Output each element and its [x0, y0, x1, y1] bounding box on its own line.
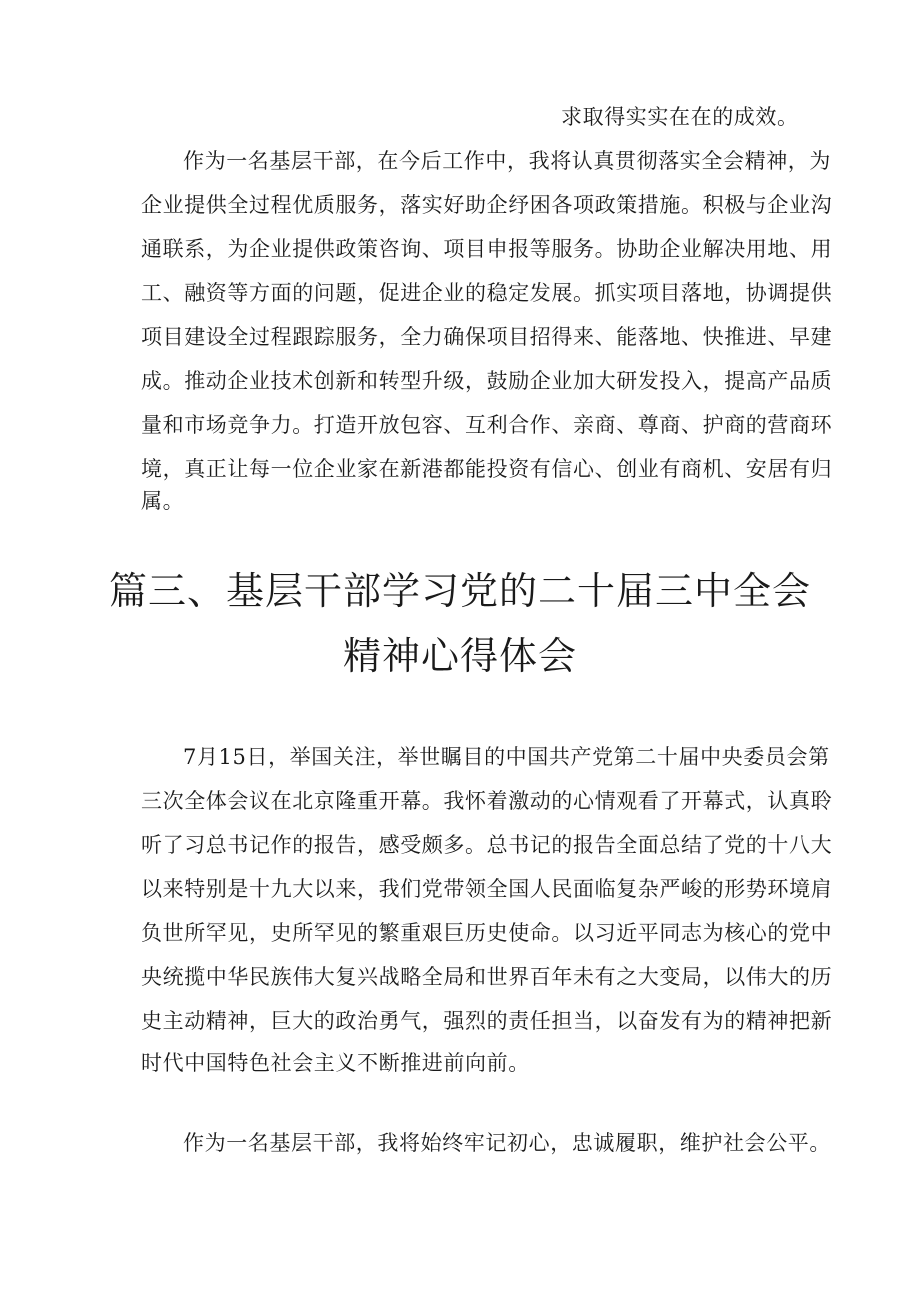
paragraph-1-line: 企业提供全过程优质服务，落实好助企纾困各项政策措施。积极与企业沟 [141, 193, 833, 217]
paragraph-1-line: 工、融资等方面的问题，促进企业的稳定发展。抓实项目落地，协调提供 [141, 281, 833, 305]
paragraph-2-line: 7月15日，举国关注，举世瞩目的中国共产党第二十届中央委员会第 [183, 745, 830, 769]
paragraph-2-line: 央统揽中华民族伟大复兴战略全局和世界百年未有之大变局，以伟大的历 [141, 965, 833, 989]
paragraph-1-line: 通联系，为企业提供政策咨询、项目申报等服务。协助企业解决用地、用 [141, 237, 833, 261]
paragraph-2-line: 三次全体会议在北京隆重开幕。我怀着激动的心情观看了开幕式，认真聆 [141, 789, 833, 813]
section-heading-line-2: 精神心得体会 [342, 634, 577, 678]
paragraph-1-line: 属。 [141, 489, 185, 513]
paragraph-1-line: 成。推动企业技术创新和转型升级，鼓励企业加大研发投入，提高产品质 [141, 369, 833, 393]
paragraph-1-line: 量和市场竞争力。打造开放包容、互利合作、亲商、尊商、护商的营商环 [141, 413, 833, 437]
paragraph-1-line: 境，真正让每一位企业家在新港都能投资有信心、创业有商机、安居有归 [141, 457, 833, 481]
paragraph-2-line: 负世所罕见，史所罕见的繁重艰巨历史使命。以习近平同志为核心的党中 [141, 921, 833, 945]
paragraph-1-line: 作为一名基层干部，在今后工作中，我将认真贯彻落实全会精神，为 [183, 149, 831, 173]
paragraph-1-line: 项目建设全过程跟踪服务，全力确保项目招得来、能落地、快推进、早建 [141, 325, 833, 349]
continuation-line: 求取得实实在在的成效。 [561, 105, 799, 129]
paragraph-3-line: 作为一名基层干部，我将始终牢记初心，忠诚履职，维护社会公平。 [183, 1131, 831, 1155]
section-heading-line-1: 篇三、基层干部学习党的二十届三中全会 [108, 569, 811, 613]
paragraph-2-line: 史主动精神，巨大的政治勇气，强烈的责任担当，以奋发有为的精神把新 [141, 1009, 833, 1033]
paragraph-2-line: 时代中国特色社会主义不断推进前向前。 [141, 1051, 530, 1075]
paragraph-2-line: 以来特别是十九大以来，我们党带领全国人民面临复杂严峻的形势环境肩 [141, 877, 833, 901]
paragraph-2-line: 听了习总书记作的报告，感受颇多。总书记的报告全面总结了党的十八大 [141, 833, 833, 857]
